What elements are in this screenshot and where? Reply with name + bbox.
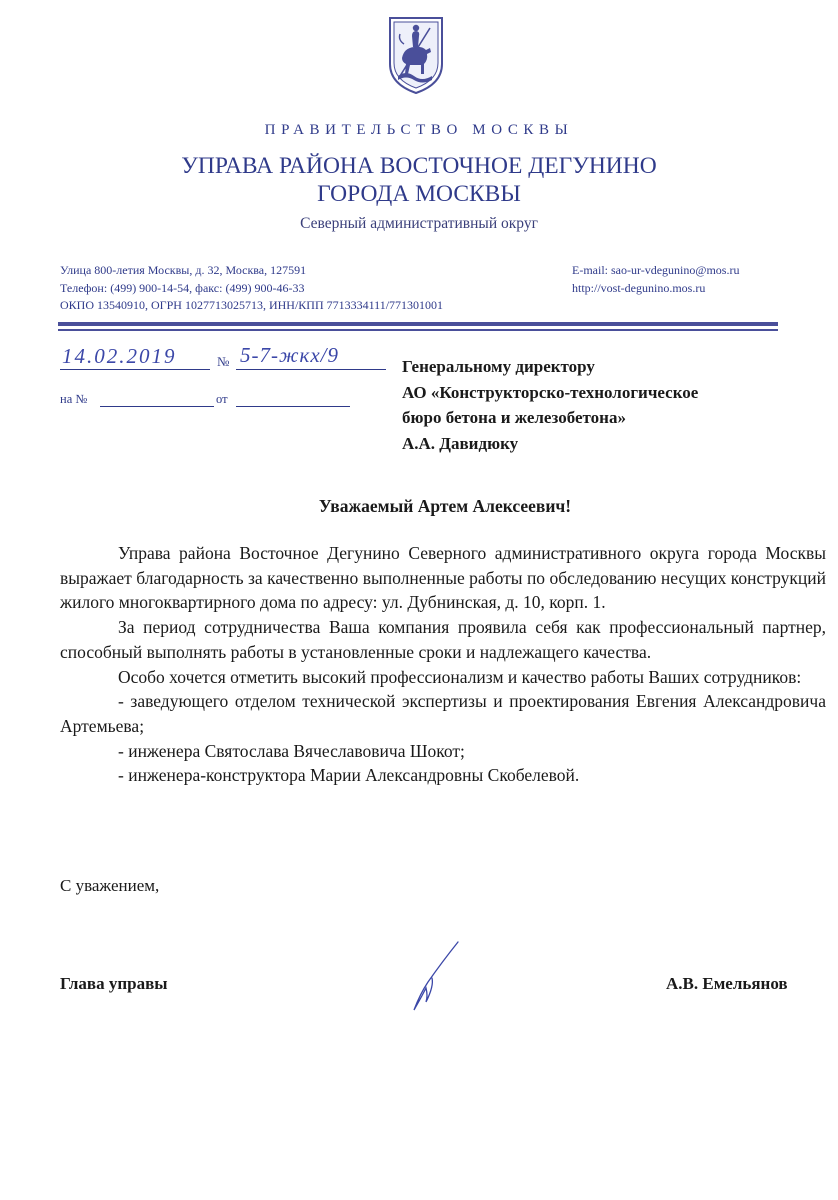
list-item-2: - инженера Святослава Вячеславовича Шокот; [118,740,465,761]
registration-number: 5-7-жкх/9 [240,343,339,367]
reference-date-line [236,406,350,407]
signatory-name: А.В. Емельянов [666,974,788,993]
paragraph-3: Особо хочется отметить высокий профессионализм и качество работы Ваших сотрудников: [118,666,802,687]
paragraph-2: За период сотрудничества Ваша компания проявила себя как профессиональный партнер, способный выполнять работы в установленные сроки и надлежащего качества. [60,617,826,662]
phone-fax: Телефон: (499) 900-14-54, факс: (499) 900-46-33 [60,280,305,295]
government-title: ПРАВИТЕЛЬСТВО МОСКВЫ [264,122,574,138]
website: http://vost-degunino.mos.ru [572,280,706,295]
addressee-line3: бюро бетона и железобетона» [402,408,626,427]
organization-name-line2: ГОРОДА МОСКВЫ [317,181,521,207]
registration-date: 14.02.2019 [62,344,177,368]
addressee-block [402,354,698,456]
closing-regards: С уважением, [60,876,160,895]
paragraph-1: Управа района Восточное Дегунино Северного административного округа города Москвы выражает благодарность за качественно выполненные работы по обследованию несущих конструкций жилого многоквартирного дома по адресу: ул. Дубнинская, д. 10, корп. 1. [60,543,826,613]
organization-name [0,152,838,208]
district-name: Северный административный округ [300,215,538,232]
registration-date-line [60,369,210,370]
addressee-line1: Генеральному директору [402,357,595,376]
organization-name-line1: УПРАВА РАЙОНА ВОСТОЧНОЕ ДЕГУНИНО [181,153,657,179]
registration-codes: ОКПО 13540910, ОГРН 1027713025713, ИНН/КПП 7713334111/771301001 [60,298,444,312]
registration-number-line [236,369,386,370]
address: Улица 800-летия Москвы, д. 32, Москва, 127591 [60,263,307,277]
email: E-mail: sao-ur-vdegunino@mos.ru [572,263,740,277]
handwritten-signature-icon [392,938,472,1018]
reference-number-label: на № [60,392,88,406]
header-divider-thick [58,322,778,326]
contacts-left [60,262,443,315]
signatory-title: Глава управы [60,974,168,993]
reference-date-label: от [216,392,228,406]
addressee-line4: А.А. Давидюку [402,433,519,453]
header-divider-thin [58,329,778,331]
coat-of-arms-icon [386,14,446,96]
list-item-3: - инженера-конструктора Марии Александровны Скобелевой. [118,765,580,786]
reference-number-line [100,406,214,407]
registration-number-label: № [217,354,230,369]
salutation: Уважаемый Артем Алексеевич! [318,496,572,516]
list-item-1: - заведующего отделом технической экспертизы и проектирования Евгения Александровича Артемьева; [60,691,826,736]
letter-body [60,541,826,788]
contacts-right [572,262,739,297]
addressee-line2: АО «Конструкторско-технологическое [402,382,699,402]
